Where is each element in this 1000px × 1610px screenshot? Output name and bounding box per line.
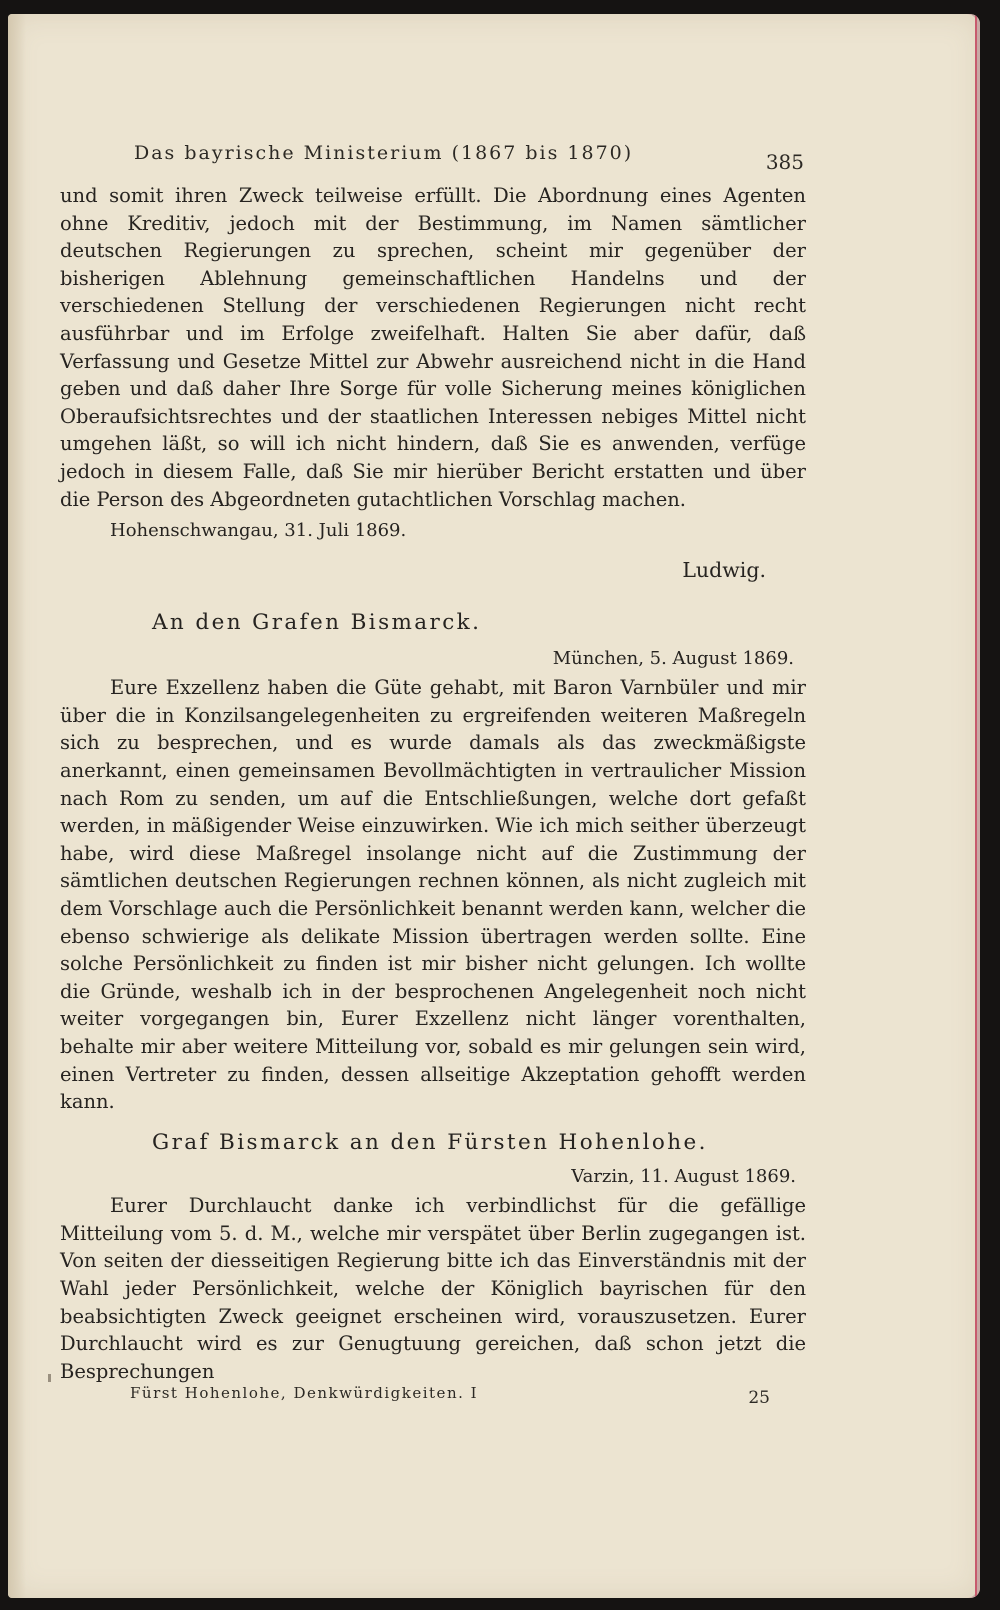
running-header <box>134 142 804 174</box>
letter-ludwig <box>60 182 806 584</box>
letter-ludwig-place-date: Hohenschwangau, 31. Juli 1869. <box>110 520 407 542</box>
letter-bismarck-to-hohenlohe <box>60 1129 806 1385</box>
margin-mark <box>48 1374 51 1382</box>
letter-ludwig-signature: Ludwig. <box>682 557 766 582</box>
letter-to-bismarck <box>60 609 806 1116</box>
letter-bismarck-place-date: Varzin, 11. August 1869. <box>571 1165 796 1187</box>
footer-book-title: Fürst Hohenlohe, Denkwürdigkeiten. I <box>130 1384 479 1402</box>
letter-to-bismarck-body: Eure Exzellenz haben die Güte gehabt, mit Baron Varnbüler und mir über die in Konzilsangelegenheiten zu ergreifenden weiteren Maßregeln sich zu besprechen, und es wurde damals als das zweckmäßigste anerkannt, einen gemeinsamen Bevollmächtigten in vertraulicher Mission nach Rom zu senden, um auf die Entschließungen, welche dort gefaßt werden, in mäßigender Weise einzuwirken. Wie ich mich seither überzeugt habe, wird diese Maßregel insolange nicht auf die Zustimmung der sämtlichen deutschen Regierungen rechnen können, als nicht zugleich mit dem Vorschlage auch die Persönlichkeit benannt werden kann, welcher die ebenso schwierige als delikate Mission übertragen werden sollte. Eine solche Persönlichkeit zu finden ist mir bisher nicht gelungen. Ich wollte die Gründe, weshalb ich in der besprochenen Angelegenheit noch nicht weiter vorgegangen bin, Eurer Exzellenz nicht länger vorenthalten, behalte mir aber weitere Mitteilung vor, sobald es mir gelungen sein wird, einen Vertreter zu finden, dessen allseitige Akzeptation gehofft werden kann. <box>60 676 806 1114</box>
signature-mark: 25 <box>748 1388 770 1408</box>
page-footer <box>130 1384 770 1408</box>
letter-bismarck-heading: Graf Bismarck an den Fürsten Hohenlohe. <box>152 1130 708 1155</box>
letter-to-bismarck-place-date: München, 5. August 1869. <box>552 647 794 669</box>
letter-to-bismarck-heading: An den Grafen Bismarck. <box>152 610 482 635</box>
letter-bismarck-body: Eurer Durchlaucht danke ich verbindlichst für die gefällige Mitteilung vom 5. d. M., welche mir verspätet über Berlin zugegangen ist. Von seiten der diesseitigen Regierung bitte ich das Einverständnis mit der Wahl jeder Persönlichkeit, welche der Königlich bayrischen für den beabsichtigten Zweck geeignet erscheinen wird, vorauszusetzen. Eurer Durchlaucht wird es zur Genugtuung gereichen, daß schon jetzt die Besprechungen <box>60 1194 806 1383</box>
book-page <box>8 14 980 1598</box>
letter-ludwig-body: und somit ihren Zweck teilweise erfüllt. Die Abordnung eines Agenten ohne Kreditiv, jedoch mit der Bestimmung, im Namen sämtlicher deutschen Regierungen zu sprechen, scheint mir gegenüber der bisherigen Ablehnung gemeinschaftlichen Handelns und der verschiedenen Stellung der verschiedenen Regierungen nicht recht ausführbar und im Erfolge zweifelhaft. Halten Sie aber dafür, daß Verfassung und Gesetze Mittel zur Abwehr ausreichend nicht in die Hand geben und daß daher Ihre Sorge für volle Sicherung meines königlichen Oberaufsichtsrechtes und der staatlichen Interessen nebiges Mittel nicht umgehen läßt, so will ich nicht hindern, daß Sie es anwenden, verfüge jedoch in diesem Falle, daß Sie mir hierüber Bericht erstatten und über die Person des Abgeordneten gutachtlichen Vorschlag machen. <box>60 184 806 511</box>
running-title: Das bayrische Ministerium (1867 bis 1870) <box>134 142 634 164</box>
page-number: 385 <box>765 150 804 174</box>
page-binding-shadow <box>8 14 26 1598</box>
